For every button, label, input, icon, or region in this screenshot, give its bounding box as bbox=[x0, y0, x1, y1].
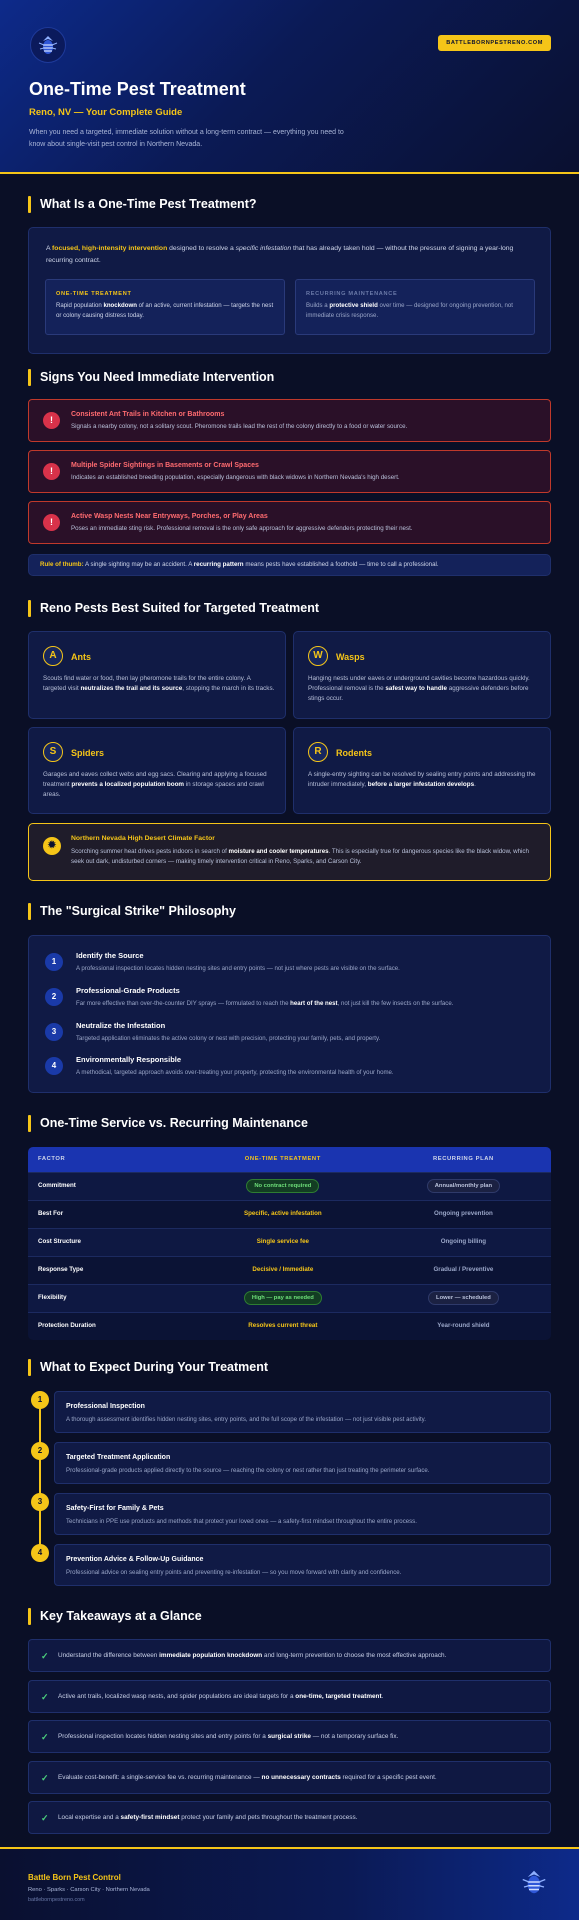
alert-card bbox=[28, 501, 551, 544]
section-title-pests bbox=[28, 599, 319, 617]
page-footer bbox=[0, 1847, 579, 1920]
timeline-title: Professional Inspection bbox=[66, 1403, 145, 1410]
status-badge: High — pay as needed bbox=[244, 1291, 322, 1305]
check-icon: ✓ bbox=[41, 1692, 49, 1702]
climate-text: Scorching summer heat drives pests indoors in search of moisture and cooler temperatures. This is especially true for dangerous species like the black widow, which seek out dark, undisturbed corners — making timely intervention critical in Reno, Sparks, and Carson City. bbox=[71, 848, 529, 865]
step-title: Environmentally Responsible bbox=[76, 1055, 182, 1064]
section-title-expect bbox=[28, 1358, 268, 1376]
timeline-step-number: 2 bbox=[31, 1442, 49, 1460]
ant-letter-icon: A bbox=[43, 646, 63, 666]
step-title: Identify the Source bbox=[76, 951, 144, 960]
one-time-label: ONE-TIME TREATMENT bbox=[56, 291, 132, 297]
column-header: RECURRING PLAN bbox=[376, 1147, 551, 1172]
step-desc: Targeted application eliminates the active colony or nest with precision, protecting your family, pets, and property. bbox=[76, 1035, 381, 1042]
wasp-letter-icon: W bbox=[308, 646, 328, 666]
timeline-card bbox=[54, 1493, 551, 1535]
exclamation-icon: ! bbox=[43, 514, 60, 531]
table-row: Best For Specific, active infestation Ongoing prevention bbox=[28, 1200, 551, 1228]
check-icon: ✓ bbox=[41, 1813, 49, 1823]
rule-of-thumb: Rule of thumb: A single sighting may be an accident. A recurring pattern means pests have established a foothold — time to call a professional. bbox=[28, 554, 551, 576]
takeaway-text: Local expertise and a safety-first mindset protect your family and pets throughout the treatment process. bbox=[58, 1814, 358, 1821]
alert-title: Multiple Spider Sightings in Basements or Crawl Spaces bbox=[71, 462, 259, 469]
status-badge: Annual/monthly plan bbox=[427, 1179, 500, 1193]
step-title: Neutralize the Infestation bbox=[76, 1021, 166, 1030]
pest-name: Wasps bbox=[336, 652, 365, 662]
timeline-card bbox=[54, 1391, 551, 1433]
pest-card-rodents bbox=[293, 727, 551, 814]
table-header-row bbox=[28, 1147, 551, 1172]
exclamation-icon: ! bbox=[43, 463, 60, 480]
bee-emblem-icon bbox=[30, 27, 66, 63]
pest-desc: Hanging nests under eaves or underground cavities become hazardous quickly. Professional removal is the safest way to handle aggressive defenders before stings occur. bbox=[308, 675, 530, 703]
alert-card bbox=[28, 399, 551, 442]
pest-desc: Garages and eaves collect webs and egg sacs. Clearing and applying a focused treatment prevents a localized population boom in storage spaces and crawl areas. bbox=[43, 771, 267, 799]
sun-icon: ✹ bbox=[43, 837, 61, 855]
pest-name: Spiders bbox=[71, 748, 105, 758]
alert-title: Active Wasp Nests Near Entryways, Porches, or Play Areas bbox=[71, 513, 268, 520]
climate-callout bbox=[28, 823, 551, 881]
section-title-text: The "Surgical Strike" Philosophy bbox=[40, 904, 236, 918]
section-title-text: Signs You Need Immediate Intervention bbox=[40, 370, 275, 384]
takeaway-text: Professional inspection locates hidden nesting sites and entry points for a surgical strike — not a temporary surface fix. bbox=[58, 1733, 399, 1740]
timeline-step-number: 1 bbox=[31, 1391, 49, 1409]
check-icon: ✓ bbox=[41, 1732, 49, 1742]
timeline-card bbox=[54, 1544, 551, 1586]
section-title-text: Key Takeaways at a Glance bbox=[40, 1609, 202, 1623]
status-badge: Lower — scheduled bbox=[428, 1291, 499, 1305]
step-number: 4 bbox=[45, 1057, 63, 1075]
section-title-what-is bbox=[28, 195, 257, 213]
table-row: Response Type Decisive / Immediate Gradual / Preventive bbox=[28, 1256, 551, 1284]
pest-desc: A single-entry sighting can be resolved by sealing entry points and addressing the intruder immediately, before a larger infestation develops. bbox=[308, 771, 536, 789]
table-row: Commitment No contract required Annual/monthly plan bbox=[28, 1172, 551, 1200]
recurring-label: RECURRING MAINTENANCE bbox=[306, 291, 398, 297]
takeaway-text: Evaluate cost-benefit: a single-service fee vs. recurring maintenance — no unnecessary contracts required for a specific pest event. bbox=[58, 1774, 437, 1781]
bee-emblem-icon bbox=[519, 1867, 549, 1900]
recurring-box bbox=[295, 279, 535, 335]
step-number: 3 bbox=[45, 1023, 63, 1041]
one-time-box bbox=[45, 279, 285, 335]
page-lead: When you need a targeted, immediate solution without a long-term contract — everything you need to know about single-visit pest control in Northern Nevada. bbox=[29, 129, 344, 148]
alert-title: Consistent Ant Trails in Kitchen or Bathrooms bbox=[71, 411, 225, 418]
footer-url-link[interactable]: battlebornpestreno.com bbox=[28, 1897, 85, 1903]
table-row: Protection Duration Resolves current threat Year-round shield bbox=[28, 1312, 551, 1340]
section-title-takeaways bbox=[28, 1607, 202, 1625]
alert-card bbox=[28, 450, 551, 493]
takeaway-item bbox=[28, 1639, 551, 1672]
pest-name: Rodents bbox=[336, 748, 372, 758]
section-title-text: What to Expect During Your Treatment bbox=[40, 1360, 269, 1374]
alert-desc: Indicates an established breeding population, especially dangerous with black widows in Northern Nevada's high desert. bbox=[71, 474, 400, 481]
pest-name: Ants bbox=[71, 652, 91, 662]
takeaway-item bbox=[28, 1761, 551, 1794]
timeline-desc: A thorough assessment identifies hidden nesting sites, entry points, and the full scope of the infestation — not just visible pest activity. bbox=[66, 1416, 426, 1423]
section-title-signs bbox=[28, 368, 274, 386]
column-header: FACTOR bbox=[28, 1147, 190, 1172]
section-title-text: Reno Pests Best Suited for Targeted Treatment bbox=[40, 601, 319, 615]
hero-header bbox=[0, 0, 579, 174]
takeaway-item bbox=[28, 1801, 551, 1834]
alert-desc: Signals a nearby colony, not a solitary scout. Pheromone trails lead the rest of the colony directly to a food or water source. bbox=[71, 423, 408, 430]
pest-desc: Scouts find water or food, then lay pheromone trails for the entire colony. A targeted visit neutralizes the trail and its source, stopping the march in its tracks. bbox=[43, 675, 275, 693]
step-desc: A professional inspection locates hidden nesting sites and entry points — not just where pests are visible on the surface. bbox=[76, 965, 400, 972]
table-row: Cost Structure Single service fee Ongoing billing bbox=[28, 1228, 551, 1256]
website-link-button[interactable]: BATTLEBORNPESTRENO.COM bbox=[438, 35, 551, 51]
philosophy-card bbox=[28, 935, 551, 1093]
timeline-desc: Professional advice on sealing entry points and preventing re-infestation — so you move forward with clarity and confidence. bbox=[66, 1569, 402, 1576]
footer-brand: Battle Born Pest Control bbox=[28, 1873, 121, 1882]
timeline-card bbox=[54, 1442, 551, 1484]
alert-desc: Poses an immediate sting risk. Professional removal is the only safe approach for aggressive defenders protecting their nest. bbox=[71, 525, 413, 532]
table-row: Flexibility High — pay as needed Lower — scheduled bbox=[28, 1284, 551, 1312]
pest-card-wasps bbox=[293, 631, 551, 719]
takeaway-text: Understand the difference between immediate population knockdown and long-term prevention to choose the most effective approach. bbox=[58, 1652, 447, 1659]
check-icon: ✓ bbox=[41, 1651, 49, 1661]
footer-cities: Reno · Sparks · Carson City · Northern Nevada bbox=[28, 1887, 150, 1893]
page-subtitle: Reno, NV — Your Complete Guide bbox=[29, 107, 183, 118]
timeline-title: Targeted Treatment Application bbox=[66, 1454, 171, 1461]
takeaway-item bbox=[28, 1680, 551, 1713]
section-title-comparison bbox=[28, 1114, 308, 1132]
recurring-text: Builds a protective shield over time — designed for ongoing prevention, not immediate crisis response. bbox=[306, 302, 513, 319]
pest-card-spiders bbox=[28, 727, 286, 814]
takeaway-item bbox=[28, 1720, 551, 1753]
section-title-text: One-Time Service vs. Recurring Maintenance bbox=[40, 1116, 308, 1130]
timeline-desc: Technicians in PPE use products and methods that protect your loved ones — a safety-first mindset throughout the entire process. bbox=[66, 1518, 417, 1525]
step-desc: Far more effective than over-the-counter DIY sprays — formulated to reach the heart of the nest, not just kill the few insects on the surface. bbox=[76, 1000, 454, 1007]
pest-card-ants bbox=[28, 631, 286, 719]
timeline-step-number: 3 bbox=[31, 1493, 49, 1511]
timeline-title: Safety-First for Family & Pets bbox=[66, 1505, 164, 1512]
step-title: Professional-Grade Products bbox=[76, 986, 180, 995]
what-is-intro: A focused, high-intensity intervention designed to resolve a specific infestation that has already taken hold — without the pressure of signing a year-long recurring contract. bbox=[46, 245, 514, 264]
takeaway-text: Active ant trails, localized wasp nests, and spider populations are ideal targets for a one-time, targeted treatment. bbox=[58, 1693, 384, 1700]
status-badge: No contract required bbox=[246, 1179, 319, 1193]
exclamation-icon: ! bbox=[43, 412, 60, 429]
step-desc: A methodical, targeted approach avoids over-treating your property, protecting the environmental health of your home. bbox=[76, 1069, 394, 1076]
rodent-letter-icon: R bbox=[308, 742, 328, 762]
spider-letter-icon: S bbox=[43, 742, 63, 762]
page-title: One-Time Pest Treatment bbox=[29, 79, 246, 99]
timeline-line bbox=[39, 1400, 41, 1562]
climate-title: Northern Nevada High Desert Climate Factor bbox=[71, 835, 215, 842]
section-title-text: What Is a One-Time Pest Treatment? bbox=[40, 197, 257, 211]
timeline-desc: Professional-grade products applied directly to the source — reaching the colony or nest rather than just treating the perimeter surface. bbox=[66, 1467, 430, 1474]
timeline-step-number: 4 bbox=[31, 1544, 49, 1562]
what-is-card bbox=[28, 227, 551, 354]
section-title-philosophy bbox=[28, 902, 236, 920]
step-number: 2 bbox=[45, 988, 63, 1006]
comparison-table bbox=[28, 1147, 551, 1340]
column-header: ONE-TIME TREATMENT bbox=[190, 1147, 376, 1172]
timeline-title: Prevention Advice & Follow-Up Guidance bbox=[66, 1556, 204, 1563]
step-number: 1 bbox=[45, 953, 63, 971]
check-icon: ✓ bbox=[41, 1773, 49, 1783]
one-time-text: Rapid population knockdown of an active, current infestation — targets the nest or colony causing distress today. bbox=[56, 302, 274, 319]
